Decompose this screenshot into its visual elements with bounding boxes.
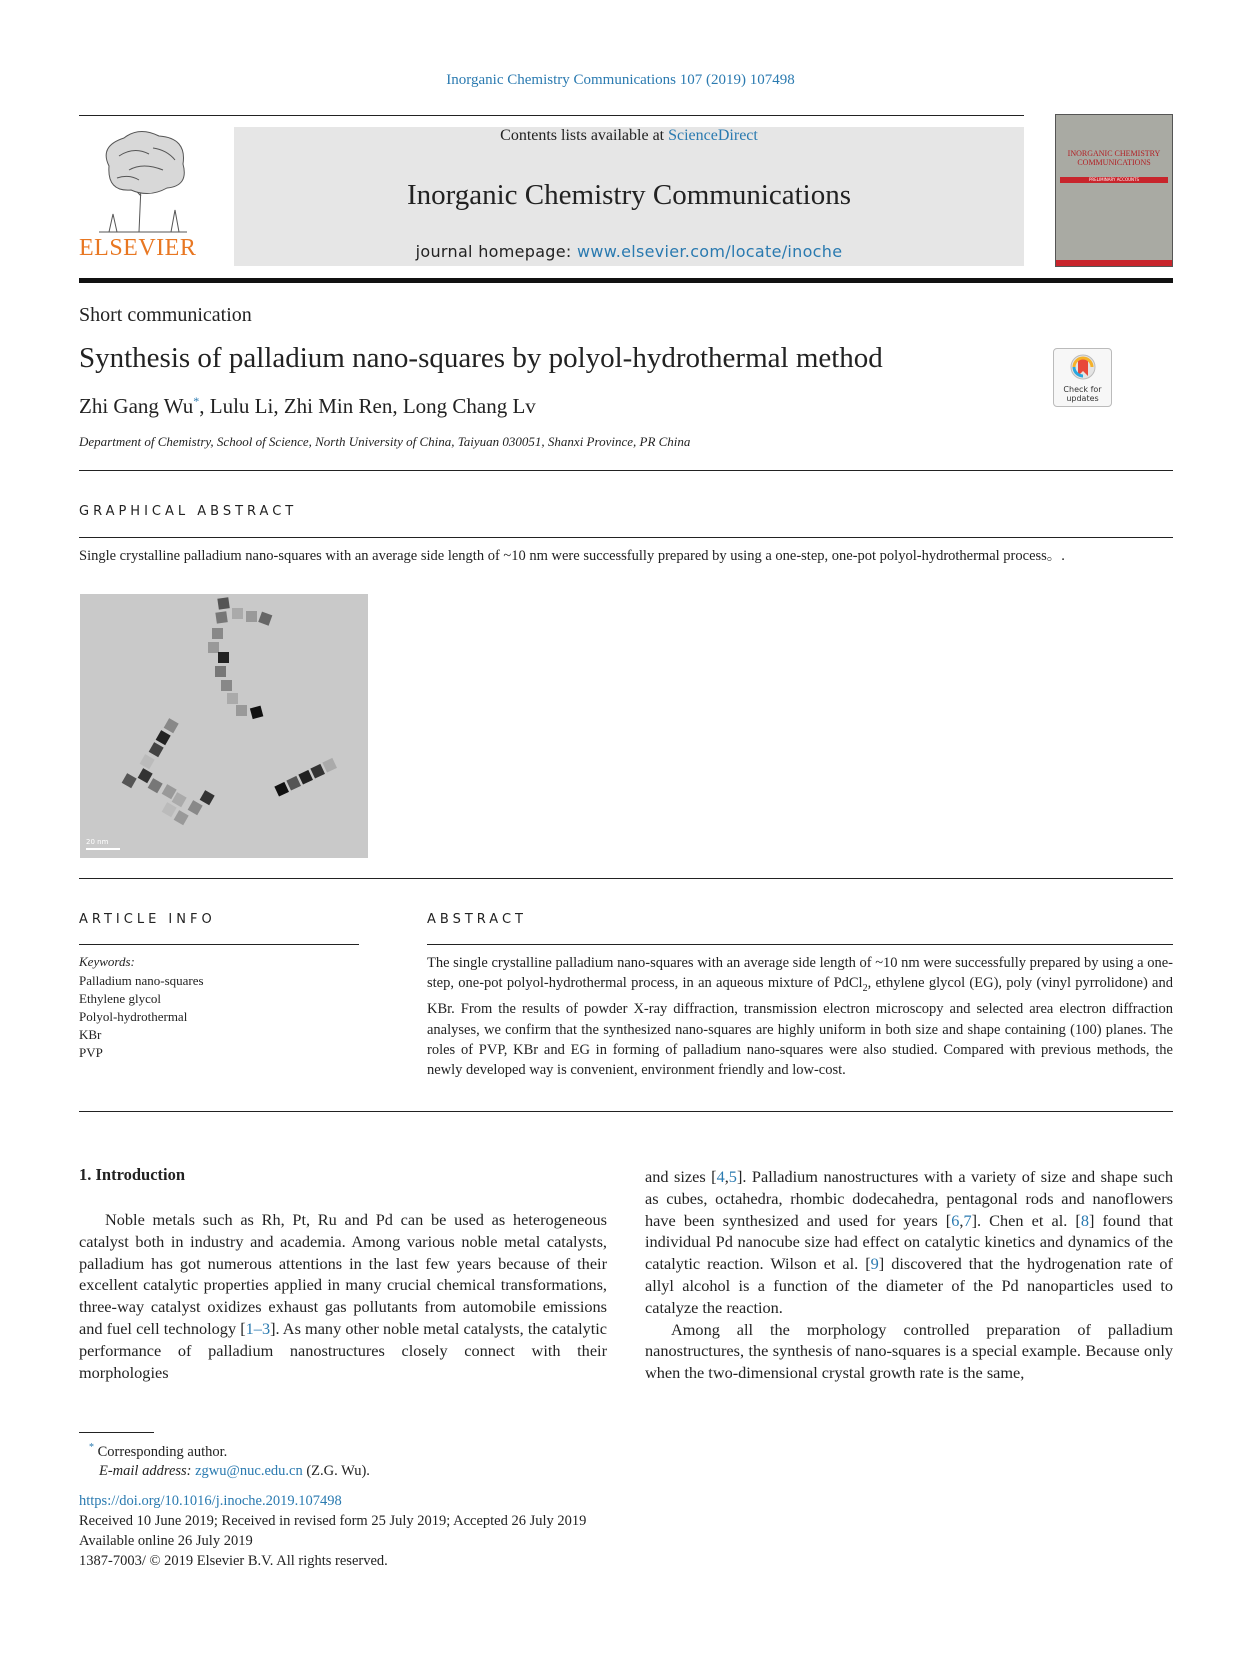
sciencedirect-link[interactable]: ScienceDirect	[668, 127, 758, 144]
graphical-abstract-text: Single crystalline palladium nano-squares with an average side length of ~10 nm were successfully prepared by using a one-step, one-pot polyol-hydrothermal process。.	[79, 548, 1065, 564]
keyword-item: Polyol-hydrothermal	[79, 1009, 188, 1024]
elsevier-logo	[79, 126, 207, 266]
keyword-list	[79, 972, 204, 1062]
abstract-text: The single crystalline palladium nano-squares with an average side length of ~10 nm were successfully prepared by using a one-step, one-pot polyol-hydrothermal process, in an aqueous mixture of PdCl$_2$, ethylene glycol (EG), poly (vinyl pyrrolidone) and KBr. From the results of powder X-ray diffraction, transmission electron microscopy and selected area electron diffraction analyses, we confirm that the synthesized nano-squares are highly uniform in both size and shape containing (100) planes. The roles of PVP, KBr and EG in forming of palladium nano-squares were also studied. Compared with previous methods, the newly developed way is convenient, environment friendly and low-cost.	[427, 955, 1173, 1079]
intro-column-left: Noble metals such as Rh, Pt, Ru and Pd can be used as heterogeneous catalyst both in industry and academia. Among various noble metal catalysts, palladium has got numerous attentions in the last few years because of their excellent catalytic properties applied in many crucial chemical transformations, three-way catalyst oxidizes exhaust gas pollutants from automobile emissions and fuel cell technology [1–3]. As many other noble metal catalysts, the catalytic performance of palladium nanostructures closely connect with their morphologies	[79, 1210, 608, 1382]
affiliation: Department of Chemistry, School of Science, North University of China, Taiyuan 030051, Shanxi Province, PR China	[79, 434, 691, 449]
keyword-item: KBr	[79, 1027, 102, 1042]
doi-link[interactable]: https://doi.org/10.1016/j.inoche.2019.107498	[79, 1493, 342, 1509]
section-heading-introduction: 1. Introduction	[79, 1165, 186, 1184]
citation-link[interactable]: 4	[716, 1167, 725, 1186]
journal-reference[interactable]: Inorganic Chemistry Communications 107 (2019) 107498	[446, 72, 795, 88]
journal-cover-thumbnail[interactable]	[1055, 114, 1173, 267]
abstract-rule	[427, 944, 1173, 945]
citation-link[interactable]: 6	[951, 1210, 960, 1230]
graphical-abstract-bottom-rule	[79, 878, 1173, 879]
publication-info	[79, 1491, 586, 1571]
scale-bar-label: 20 nm	[86, 838, 109, 846]
article-type: Short communication	[79, 304, 252, 326]
contents-line: Contents lists available at ScienceDirect	[500, 127, 758, 144]
keywords-label: Keywords:	[79, 954, 135, 969]
homepage-line: journal homepage: www.elsevier.com/locate/inoche	[415, 242, 843, 261]
keyword-item: PVP	[79, 1045, 103, 1060]
journal-banner	[234, 127, 1024, 266]
copyright: 1387-7003/ © 2019 Elsevier B.V. All rights reserved.	[79, 1553, 388, 1569]
cover-subtitle: PRELIMINARY ACCOUNTS	[1088, 177, 1140, 182]
article-info-rule	[79, 944, 359, 945]
graphical-abstract-heading: GRAPHICAL ABSTRACT	[79, 504, 298, 519]
citation-link[interactable]: 1–3	[245, 1318, 271, 1338]
nano-squares-image	[80, 594, 368, 858]
footnote-marker: *	[89, 1442, 94, 1453]
corresponding-marker[interactable]: *	[193, 394, 200, 408]
tree-icon	[79, 126, 207, 234]
check-for-updates-label: Check for updates	[1063, 385, 1102, 403]
author-rest: , Lulu Li, Zhi Min Ren, Long Chang Lv	[199, 394, 536, 418]
intro-paragraph: Among all the morphology controlled preparation of palladium nanostructures, the synthesis of nano-squares is a special example. Because only when the two-dimensional crystal growth rate is the same,	[645, 1319, 1173, 1383]
email-link[interactable]: zgwu@nuc.edu.cn	[195, 1463, 303, 1480]
citation-link[interactable]: 5	[728, 1167, 737, 1186]
citation-link[interactable]: 9	[870, 1254, 879, 1274]
available-online: Available online 26 July 2019	[79, 1533, 253, 1549]
intro-column-right	[645, 1166, 1173, 1384]
article-info-heading: ARTICLE INFO	[79, 912, 216, 927]
citation-link[interactable]: 7	[963, 1210, 972, 1230]
cover-bottom-band	[1056, 260, 1172, 266]
graphical-abstract-rule	[79, 537, 1173, 538]
abstract-heading: ABSTRACT	[427, 912, 527, 927]
homepage-link[interactable]: www.elsevier.com/locate/inoche	[577, 242, 843, 261]
intro-paragraph-continued: and sizes [4,5]. Palladium nanostructures with a variety of size and shape such as cubes, octahedra, rhombic dodecahedra, pentagonal rods and nanoflowers have been synthesized and used for years [6,7]. Chen et al. [8] found that individual Pd nanocube size had effect on catalytic kinetics and dynamics of the catalytic reaction. Wilson et al. [9] discovered that the hydrogenation rate of allyl alcohol is a function of the diameter of the Pd nanoparticles used to catalyze the reaction.	[645, 1167, 1174, 1317]
elsevier-wordmark: ELSEVIER	[79, 235, 197, 261]
keyword-item: Palladium nano-squares	[79, 973, 204, 988]
author-list	[79, 394, 536, 419]
check-for-updates-badge[interactable]	[1053, 348, 1112, 407]
header-thick-rule	[79, 278, 1173, 283]
tem-micrograph	[80, 594, 368, 858]
journal-name: Inorganic Chemistry Communications	[406, 179, 852, 211]
cover-subtitle-bar	[1060, 177, 1168, 183]
footnote-rule	[79, 1432, 154, 1433]
corresponding-author-footnote: * Corresponding author. E-mail address: zgwu@nuc.edu.cn (Z.G. Wu).	[89, 1442, 370, 1480]
bookmark-icon	[1069, 354, 1097, 384]
title-bottom-rule	[79, 470, 1173, 471]
citation-link[interactable]: 8	[1080, 1210, 1089, 1230]
abstract-bottom-rule	[79, 1111, 1173, 1112]
article-title: Synthesis of palladium nano-squares by polyol-hydrothermal method	[79, 342, 883, 374]
author-first: Zhi Gang Wu	[79, 394, 194, 418]
cover-title: INORGANIC CHEMISTRY COMMUNICATIONS	[1067, 149, 1161, 167]
received-dates: Received 10 June 2019; Received in revised form 25 July 2019; Accepted 26 July 2019	[79, 1513, 587, 1529]
keyword-item: Ethylene glycol	[79, 991, 161, 1006]
header-top-rule	[79, 115, 1024, 116]
